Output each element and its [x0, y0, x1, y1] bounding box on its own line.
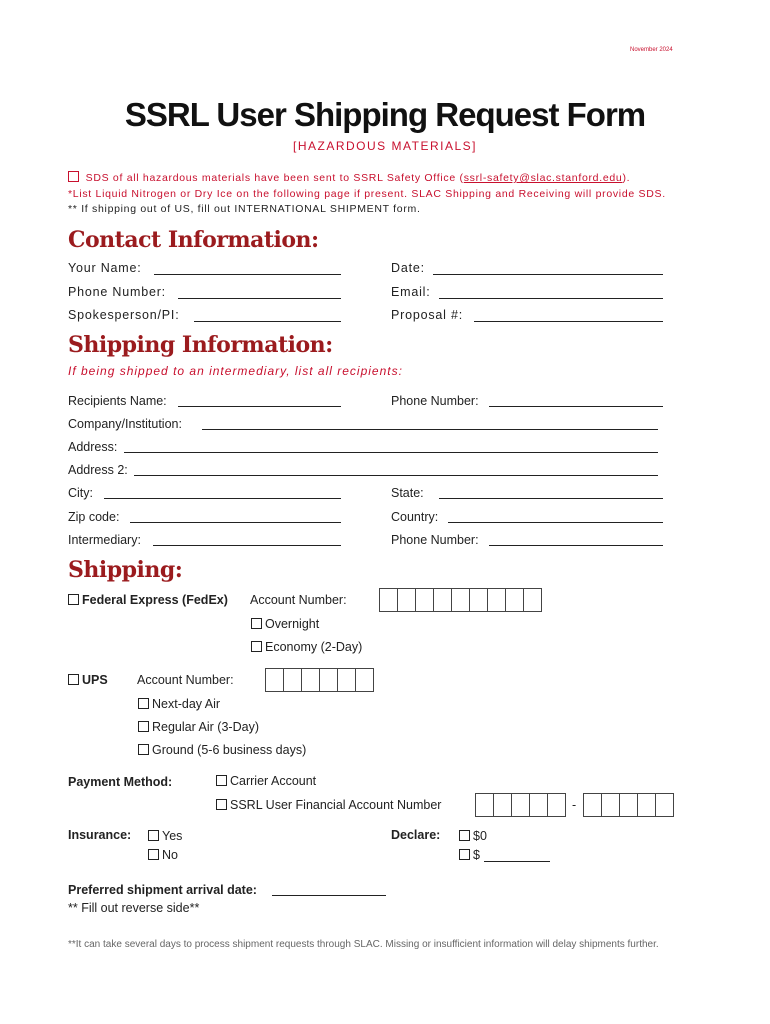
proposal-field[interactable]	[474, 321, 663, 322]
your-name-label: Your Name:	[68, 261, 142, 275]
overnight-option[interactable]	[251, 617, 319, 631]
recipient-phone-field[interactable]	[489, 406, 663, 407]
email-field[interactable]	[439, 298, 663, 299]
company-label: Company/Institution:	[68, 417, 182, 431]
disclaimer: **It can take several days to process shipment requests through SLAC. Missing or insufficient information will delay shipments further.	[68, 939, 659, 950]
ups-label: UPS	[82, 673, 108, 687]
declare-zero-checkbox[interactable]	[459, 830, 470, 841]
economy-checkbox[interactable]	[251, 641, 262, 652]
insurance-label: Insurance:	[68, 828, 132, 842]
address-field[interactable]	[124, 452, 658, 453]
city-label: City:	[68, 486, 93, 500]
overnight-checkbox[interactable]	[251, 618, 262, 629]
declare-amount-field[interactable]	[484, 861, 550, 862]
declare-label: Declare:	[391, 828, 441, 842]
carrier-account-checkbox[interactable]	[216, 775, 227, 786]
ground-option[interactable]	[138, 743, 306, 757]
ssrl-account-boxes-part2[interactable]	[583, 793, 674, 817]
ground-label: Ground (5-6 business days)	[152, 743, 307, 757]
liquid-nitrogen-note: *List Liquid Nitrogen or Dry Ice on the following page if present. SLAC Shipping and Receiving will provide SDS.	[68, 188, 666, 200]
intermediary-field[interactable]	[153, 545, 341, 546]
intermediary-phone-label: Phone Number:	[391, 533, 479, 547]
shipping-info-heading: Shipping Information:	[68, 332, 333, 358]
address-label: Address:	[68, 440, 118, 454]
ground-checkbox[interactable]	[138, 744, 149, 755]
zip-field[interactable]	[130, 522, 341, 523]
date-field[interactable]	[433, 274, 663, 275]
international-note: ** If shipping out of US, fill out INTERNATIONAL SHIPMENT form.	[68, 203, 421, 215]
declare-amount-label: $	[473, 848, 480, 862]
fedex-label: Federal Express (FedEx)	[82, 593, 228, 607]
carrier-account-option[interactable]	[216, 774, 316, 788]
regular-air-checkbox[interactable]	[138, 721, 149, 732]
intermediary-note: If being shipped to an intermediary, list all recipients:	[68, 364, 403, 378]
declare-amount-option[interactable]	[459, 848, 480, 862]
zip-label: Zip code:	[68, 510, 120, 524]
recipients-name-label: Recipients Name:	[68, 394, 167, 408]
payment-method-label: Payment Method:	[68, 775, 173, 789]
address2-label: Address 2:	[68, 463, 128, 477]
spokesperson-label: Spokesperson/PI:	[68, 308, 180, 322]
intermediary-label: Intermediary:	[68, 533, 141, 547]
reverse-side-note: ** Fill out reverse side**	[68, 901, 200, 915]
ssrl-financial-label: SSRL User Financial Account Number	[230, 798, 442, 812]
country-field[interactable]	[448, 522, 663, 523]
page-title: SSRL User Shipping Request Form	[124, 96, 646, 133]
phone-field[interactable]	[178, 298, 341, 299]
fedex-option[interactable]	[68, 593, 228, 607]
economy-label: Economy (2-Day)	[265, 640, 363, 654]
contact-heading: Contact Information:	[68, 227, 319, 253]
overnight-label: Overnight	[265, 617, 320, 631]
insurance-yes-label: Yes	[162, 829, 183, 843]
declare-zero-option[interactable]	[459, 829, 487, 843]
fedex-account-label: Account Number:	[250, 593, 347, 607]
account-dash: -	[572, 798, 577, 812]
declare-zero-label: $0	[473, 829, 487, 843]
ups-account-boxes[interactable]	[265, 668, 374, 692]
ssrl-financial-option[interactable]	[216, 798, 441, 812]
sds-checkbox[interactable]	[68, 171, 79, 182]
intermediary-phone-field[interactable]	[489, 545, 663, 546]
date-label: Date:	[391, 261, 425, 275]
state-label: State:	[391, 486, 424, 500]
economy-option[interactable]	[251, 640, 362, 654]
regular-air-label: Regular Air (3-Day)	[152, 720, 259, 734]
your-name-field[interactable]	[154, 274, 341, 275]
ups-checkbox[interactable]	[68, 674, 79, 685]
spokesperson-field[interactable]	[194, 321, 341, 322]
next-day-label: Next-day Air	[152, 697, 221, 711]
sds-note-suffix: ).	[622, 172, 631, 184]
sds-note	[68, 171, 630, 184]
regular-air-option[interactable]	[138, 720, 259, 734]
next-day-option[interactable]	[138, 697, 220, 711]
address2-field[interactable]	[134, 475, 658, 476]
form-date: November 2024	[630, 47, 673, 53]
sds-email-link[interactable]: ssrl-safety@slac.stanford.edu	[463, 172, 623, 184]
proposal-label: Proposal #:	[391, 308, 464, 322]
ssrl-account-boxes-part1[interactable]	[475, 793, 566, 817]
city-field[interactable]	[104, 498, 341, 499]
recipient-phone-label: Phone Number:	[391, 394, 479, 408]
country-label: Country:	[391, 510, 439, 524]
sds-note-prefix: SDS of all hazardous materials have been sent to SSRL Safety Office (	[85, 172, 464, 184]
insurance-no-option[interactable]	[148, 848, 178, 862]
ssrl-financial-checkbox[interactable]	[216, 799, 227, 810]
company-field[interactable]	[202, 429, 658, 430]
phone-label: Phone Number:	[68, 285, 166, 299]
declare-amount-checkbox[interactable]	[459, 849, 470, 860]
state-field[interactable]	[439, 498, 663, 499]
arrival-date-field[interactable]	[272, 895, 386, 896]
insurance-yes-option[interactable]	[148, 829, 182, 843]
arrival-date-label: Preferred shipment arrival date:	[68, 883, 257, 897]
ups-account-label: Account Number:	[137, 673, 234, 687]
fedex-checkbox[interactable]	[68, 594, 79, 605]
fedex-account-boxes[interactable]	[379, 588, 542, 612]
next-day-checkbox[interactable]	[138, 698, 149, 709]
insurance-no-label: No	[162, 848, 178, 862]
insurance-yes-checkbox[interactable]	[148, 830, 159, 841]
insurance-no-checkbox[interactable]	[148, 849, 159, 860]
recipients-name-field[interactable]	[178, 406, 341, 407]
email-label: Email:	[391, 285, 431, 299]
shipping-heading: Shipping:	[68, 557, 183, 583]
carrier-account-label: Carrier Account	[230, 774, 317, 788]
page-subtitle: [HAZARDOUS MATERIALS]	[293, 139, 477, 153]
ups-option[interactable]	[68, 673, 108, 687]
